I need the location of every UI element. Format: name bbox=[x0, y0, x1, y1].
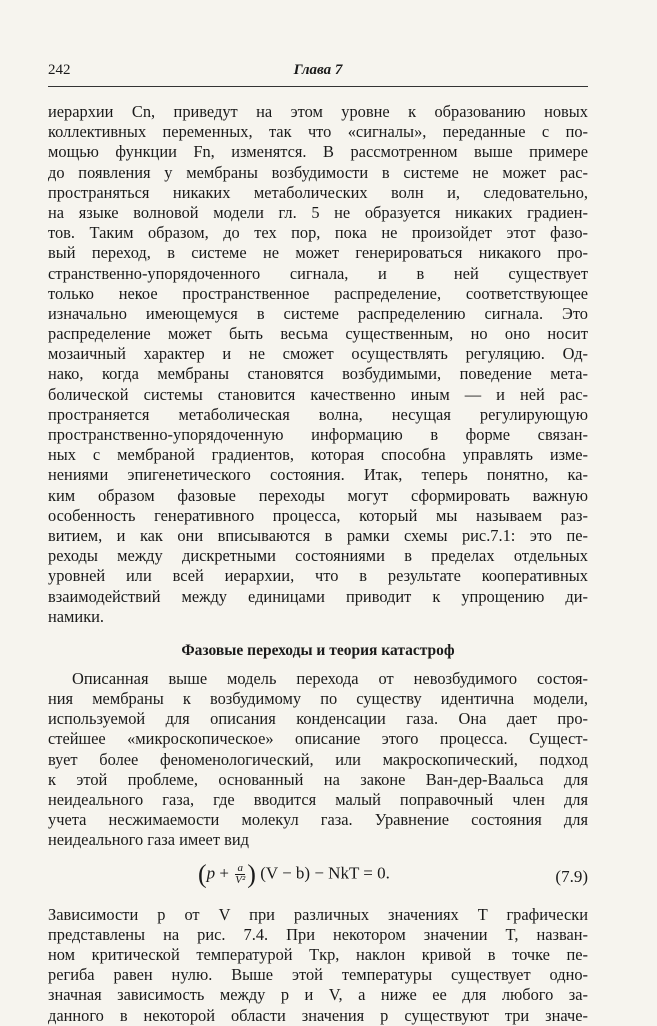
text-line: вый переход, в системе не может генерироваться никакого про- bbox=[48, 243, 588, 263]
text-line: региба равен нулю. Выше этой температуры существует одно- bbox=[48, 965, 588, 985]
text-line: ким образом фазовые переходы могут сформировать важную bbox=[48, 485, 588, 505]
text-line: витием, и как они вписываются в рамки схемы рис.7.1: это пе- bbox=[48, 525, 588, 545]
text-line: иерархии Cn, приведут на этом уровне к образованию новых bbox=[48, 102, 588, 121]
text-line: к этой проблеме, основанный на законе Ван-дер-Ваальса для bbox=[48, 769, 588, 789]
header-rule bbox=[48, 86, 588, 87]
text-line: мозаичный характер и не сможет осуществлять регуляцию. Од- bbox=[48, 344, 588, 364]
text-line: стейшее «микроскопическое» описание этого процесса. Сущест- bbox=[48, 729, 588, 749]
equation-plus: + bbox=[219, 862, 230, 882]
text-line: ном критической температурой Tкр, наклон кривой в точке пе- bbox=[48, 944, 588, 964]
text-line: мощью функции Fn, изменятся. В рассмотренном выше примере bbox=[48, 142, 588, 162]
text-line: Описанная выше модель перехода от невозбудимого состоя- bbox=[72, 668, 588, 688]
equation-block bbox=[48, 855, 588, 897]
van-der-waals-equation bbox=[198, 858, 390, 888]
text-line: пространственно-упорядоченную информацию в форме связан- bbox=[48, 425, 588, 444]
text-line: представлены на рис. 7.4. При некотором значении T, назван- bbox=[48, 924, 588, 944]
text-line: взаимодействий между единицами приводит к упрощению ди- bbox=[48, 586, 588, 606]
text-line: ных с мембраной градиентов, которая способна управлять изме- bbox=[48, 445, 588, 465]
equation-fraction bbox=[235, 863, 245, 886]
text-line: тов. Таким образом, до тех пор, пока не произойдет этот фазо- bbox=[48, 223, 588, 243]
text-line: вует более феноменологический, или макроскопический, подход bbox=[48, 749, 588, 769]
text-line: коллективных переменных, так что «сигналы», переданные с по- bbox=[48, 122, 588, 142]
text-line: нениями эпигенетического состояния. Итак, теперь понятно, ка- bbox=[48, 465, 588, 485]
text-line: данного в некоторой области значения p существуют три значе- bbox=[48, 1005, 588, 1025]
fraction-denominator: V² bbox=[235, 873, 246, 886]
text-line: только некое пространственное распределение, соответствующее bbox=[48, 283, 588, 303]
text-line: значная зависимость между p и V, а ниже ее для любого за- bbox=[48, 985, 588, 1005]
text-line: пространяется метаболическая волна, несущая регулирующую bbox=[48, 404, 588, 424]
text-line: нако, когда мембраны становятся возбудимыми, поведение мета- bbox=[48, 364, 588, 384]
text-line: особенность генеративного процесса, который мы называем раз- bbox=[48, 505, 588, 525]
text-line: используемой для описания конденсации газа. Она дает про- bbox=[48, 709, 588, 729]
text-line: странственно-упорядоченного сигнала, и в ней существует bbox=[48, 263, 588, 283]
page-number: 242 bbox=[48, 62, 71, 78]
text-line: болической системы становится качественно иным — и ней рас- bbox=[48, 384, 588, 404]
text-line: неидеального газа имеет вид bbox=[48, 830, 249, 850]
text-line: неидеального газа, где вводится малый поправочный член для bbox=[48, 790, 588, 809]
text-line: пространяться никаких метаболических волн и, следовательно, bbox=[48, 182, 588, 202]
text-line: намики. bbox=[48, 606, 105, 626]
paragraph-1 bbox=[48, 102, 588, 627]
paragraph-2 bbox=[48, 669, 588, 851]
equation-number: (7.9) bbox=[555, 866, 588, 886]
text-line: распределение может быть весьма существенным, но оно носит bbox=[48, 324, 588, 344]
text-line: реходы между дискретными состояниями в пределах отдельных bbox=[48, 546, 588, 566]
fraction-numerator: a bbox=[235, 863, 245, 875]
equation-close-paren: ) bbox=[247, 858, 256, 888]
paragraph-3 bbox=[48, 905, 588, 1026]
section-title: Фазовые переходы и теория катастроф bbox=[181, 641, 455, 659]
page-header bbox=[48, 62, 588, 84]
text-line: изначально имеющемуся в системе распределению сигнала. Это bbox=[48, 303, 588, 323]
equation-rest: (V − b) − NkT = 0. bbox=[260, 862, 390, 882]
text-line: ния мембраны к возбудимому по существу идентична модели, bbox=[48, 689, 588, 709]
text-line: Зависимости p от V при различных значениях T графически bbox=[48, 904, 588, 924]
running-title: Глава 7 bbox=[293, 62, 343, 78]
main-text bbox=[48, 102, 588, 1026]
text-line: уровней или всей иерархии, что в результате кооперативных bbox=[48, 566, 588, 586]
equation-p: p bbox=[206, 862, 216, 882]
text-line: до появления у мембраны возбудимости в системе не может рас- bbox=[48, 162, 588, 182]
text-line: учета несжимаемости молекул газа. Уравнение состояния для bbox=[48, 810, 588, 830]
book-page bbox=[48, 62, 588, 1026]
equation-open-paren: ( bbox=[198, 858, 207, 888]
text-line: на языке волновой модели гл. 5 не образуется никаких градиен- bbox=[48, 202, 588, 222]
